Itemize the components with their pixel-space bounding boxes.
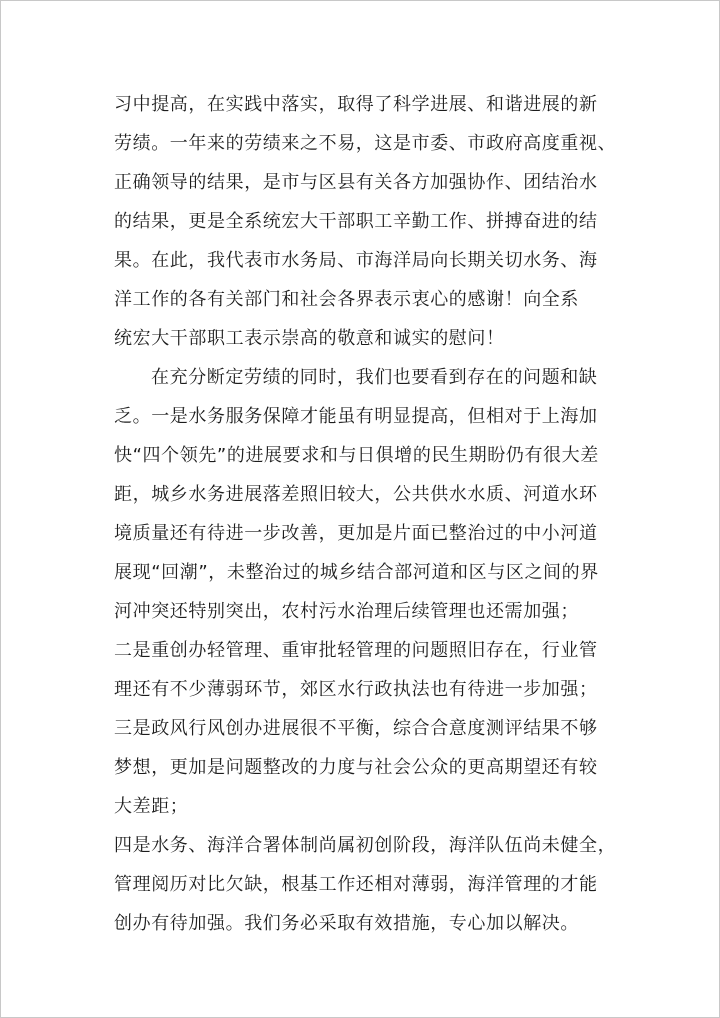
paragraph-line: 正确领导的结果，是市与区县有关各方加强协作、团结治水	[114, 172, 598, 193]
paragraph-line: 乏。一是水务服务保障才能虽有明显提高，但相对于上海加	[114, 406, 598, 427]
paragraph-line: 境质量还有待进一步改善，更加是片面已整治过的中小河道	[114, 523, 598, 544]
paragraph-line: 快“四个领先”的进展要求和与日俱增的民生期盼仍有很大差	[114, 445, 599, 466]
paragraph-line: 在充分断定劳绩的同时，我们也要看到存在的问题和缺	[151, 367, 598, 388]
paragraph-line: 展现“回潮”，未整治过的城乡结合部河道和区与区之间的界	[114, 562, 599, 583]
paragraph-line: 河冲突还特别突出，农村污水治理后续管理也还需加强；	[114, 601, 579, 622]
paragraph-line: 二是重创办轻管理、重审批轻管理的问题照旧存在，行业管	[114, 640, 598, 661]
paragraph-line: 管理阅历对比欠缺，根基工作还相对薄弱，海洋管理的才能	[114, 874, 598, 895]
paragraph-line: 理还有不少薄弱环节，郊区水行政执法也有待进一步加强；	[114, 679, 598, 700]
paragraph-line: 果。在此，我代表市水务局、市海洋局向长期关切水务、海	[114, 250, 598, 271]
paragraph-line: 大差距；	[114, 796, 189, 817]
paragraph-line: 创办有待加强。我们务必采取有效措施，专心加以解决。	[114, 913, 579, 934]
paragraph-line: 的结果，更是全系统宏大干部职工辛勤工作、拼搏奋进的结	[114, 211, 598, 232]
paragraph-line: 三是政风行风创办进展很不平衡，综合合意度测评结果不够	[114, 718, 598, 739]
paragraph-line: 四是水务、海洋合署体制尚属初创阶段，海洋队伍尚未健全，	[114, 835, 617, 856]
paragraph-line: 劳绩。一年来的劳绩来之不易，这是市委、市政府高度重视、	[114, 133, 617, 154]
paragraph-line: 习中提高，在实践中落实，取得了科学进展、和谐进展的新	[114, 94, 598, 115]
paragraph-line: 统宏大干部职工表示崇高的敬意和诚实的慰问！	[114, 328, 505, 349]
paragraph-line: 距，城乡水务进展落差照旧较大，公共供水水质、河道水环	[114, 484, 598, 505]
paragraph-line: 洋工作的各有关部门和社会各界表示衷心的感谢！向全系	[114, 289, 579, 310]
paragraph-line: 梦想，更加是问题整改的力度与社会公众的更高期望还有较	[114, 757, 598, 778]
